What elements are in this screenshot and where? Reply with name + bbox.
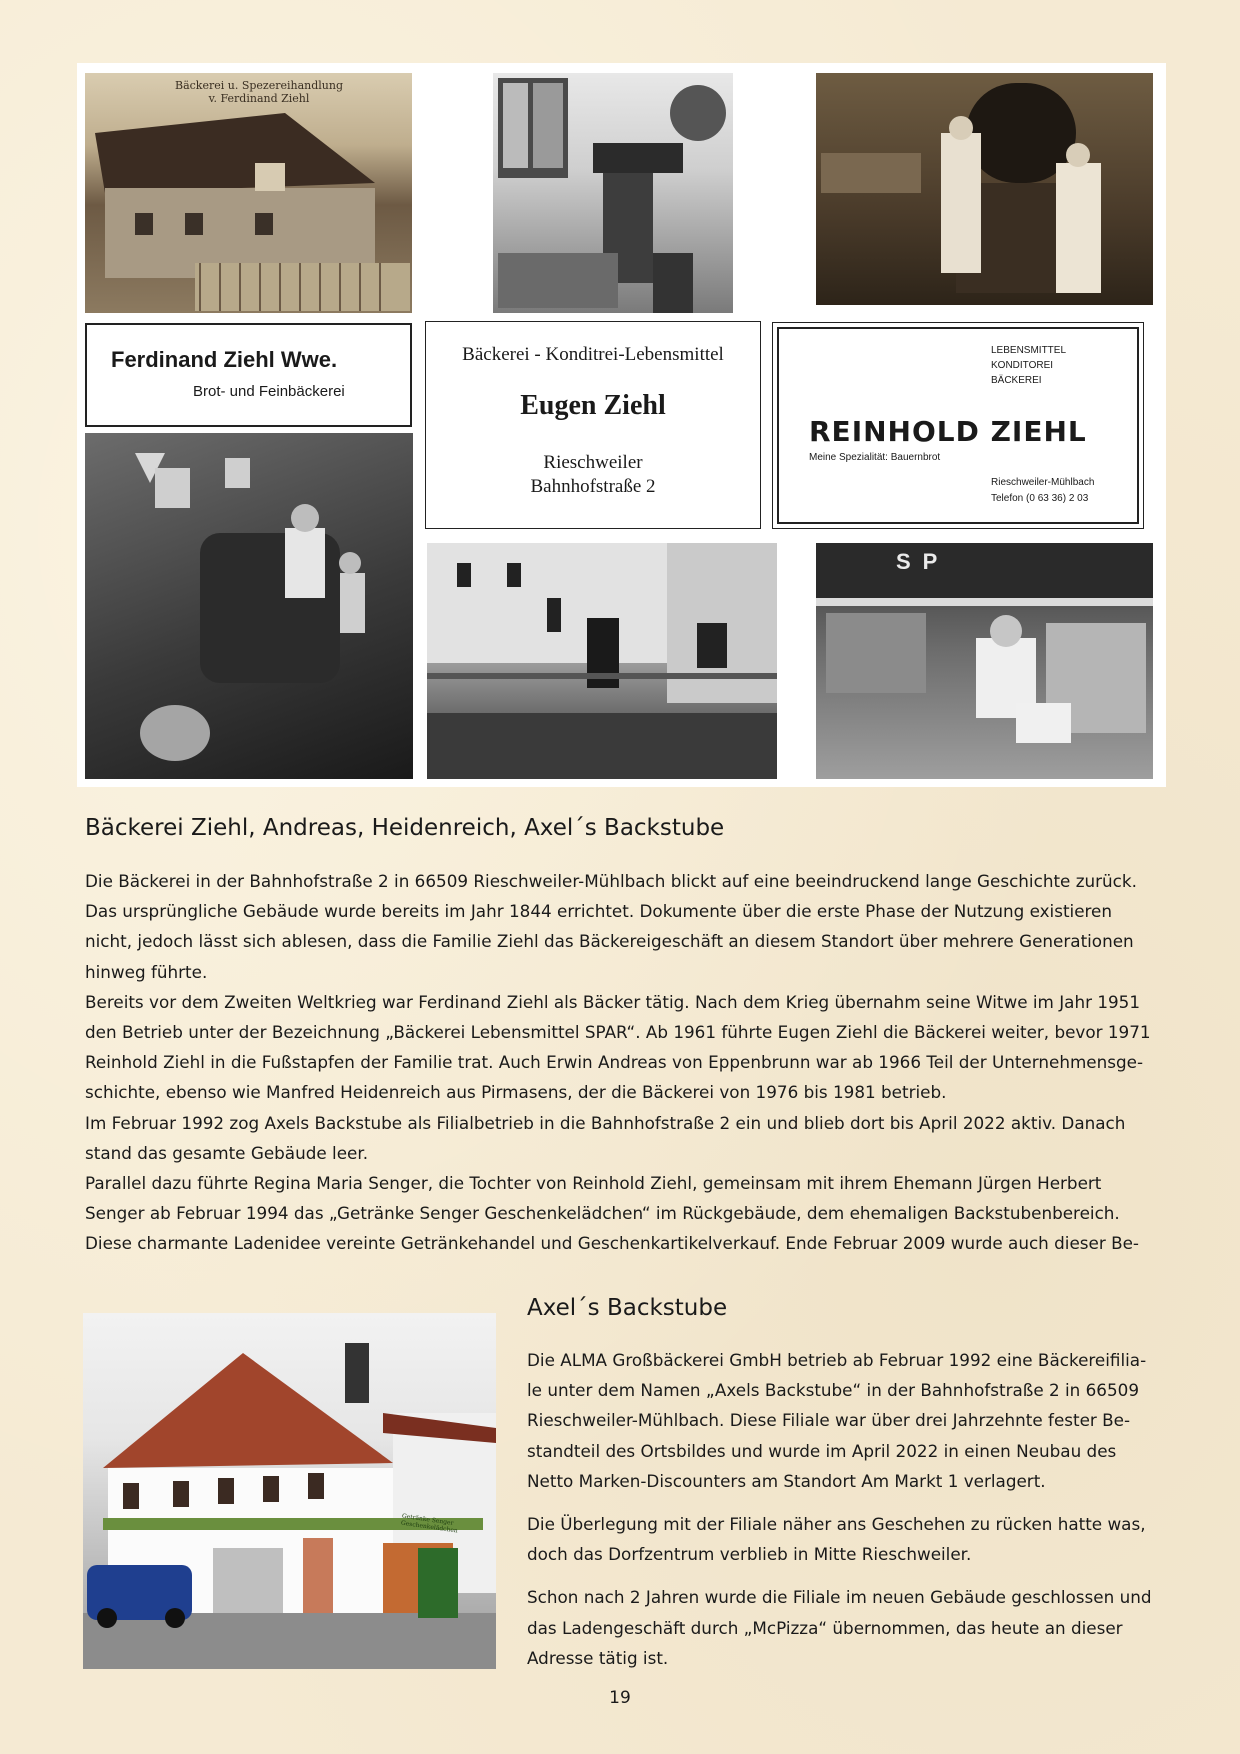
photo-old-bakery-postcard — [85, 73, 412, 313]
text-line: Adresse tätig ist. — [527, 1647, 669, 1668]
machine-illustration — [493, 73, 733, 313]
text-line: Parallel dazu führte Regina Maria Senger, die Tochter von Reinhold Ziehl, gemeinsam mit ihrem Ehemann Jürgen Herbert — [85, 1173, 1102, 1194]
photo-collage — [77, 63, 1166, 787]
text-line: schichte, ebenso wie Manfred Heidenreich aus Pirmasens, der die Bäckerei von 1976 bis 1981 betrieb. — [85, 1082, 947, 1103]
photo-bakers-at-oven — [816, 73, 1153, 305]
postcard-caption-line2: v. Ferdinand Ziehl — [208, 92, 310, 105]
text-line: Diese charmante Ladenidee vereinte Getränkehandel und Geschenkartikelverkauf. Ende Februar 2009 wurde auch dieser Be- — [85, 1233, 1139, 1254]
section-heading-axels: Axel´s Backstube — [527, 1295, 728, 1321]
text-line: das Ladengeschäft durch „McPizza“ übernommen, das heute an dieser — [527, 1617, 1123, 1638]
text-line: stand das gesamte Gebäude leer. — [85, 1142, 369, 1163]
history-text — [85, 866, 1161, 1259]
text-line: doch das Dorfzentrum verblieb in Mitte Rieschweiler. — [527, 1544, 972, 1565]
card-eugen-line1: Bäckerei - Konditrei-Lebensmittel — [462, 344, 724, 365]
business-card-reinhold — [772, 322, 1144, 529]
text-line: Rieschweiler-Mühlbach. Diese Filiale war über drei Jahrzehnte fester Be- — [527, 1410, 1131, 1431]
oven-illustration — [816, 73, 1153, 305]
photo-axels-backstube-building — [83, 1313, 496, 1669]
shop-sign-text: SP — [896, 549, 950, 574]
text-line: le unter dem Namen „Axels Backstube“ in der Bahnhofstraße 2 in 66509 — [527, 1380, 1140, 1401]
photo-delivery-car — [85, 433, 413, 779]
card-eugen-street: Bahnhofstraße 2 — [530, 476, 656, 497]
postcard-illustration — [85, 73, 412, 313]
postcard-caption — [175, 79, 343, 105]
card-reinhold-place: Rieschweiler-Mühlbach — [991, 477, 1095, 488]
street-illustration — [427, 543, 777, 779]
axels-text — [527, 1345, 1167, 1686]
business-card-eugen — [425, 321, 761, 529]
shop-sign-senger: Getränke Senger Geschenkelädchen — [400, 1512, 459, 1535]
photo-dough-machine — [493, 73, 733, 313]
card-reinhold-label2: KONDITOREI — [991, 360, 1054, 371]
card-reinhold-label1: LEBENSMITTEL — [991, 345, 1067, 356]
building-illustration — [83, 1313, 496, 1669]
business-card-ferdinand — [85, 323, 412, 427]
text-line: Das ursprüngliche Gebäude wurde bereits im Jahr 1844 errichtet. Dokumente über die erste Phase der Nutzung existieren — [85, 901, 1113, 922]
paragraph — [527, 1345, 1167, 1496]
text-line: Die Überlegung mit der Filiale näher ans Geschehen zu rücken hatte was, — [527, 1514, 1146, 1535]
card-reinhold-label3: BÄCKEREI — [991, 375, 1042, 386]
text-line: Reinhold Ziehl in die Fußstapfen der Familie trat. Auch Erwin Andreas von Eppenbrunn war ab 1966 Teil der Unternehmensge- — [85, 1052, 1144, 1073]
text-line: den Betrieb unter der Bezeichnung „Bäckerei Lebensmittel SPAR“. Ab 1961 führte Eugen Ziehl die Bäckerei weiter, bevor 1971 — [85, 1022, 1151, 1043]
card-eugen-name: Eugen Ziehl — [520, 390, 666, 421]
card-reinhold-name: REINHOLD ZIEHL — [809, 415, 1087, 448]
postcard-caption-line1: Bäckerei u. Spezereihandlung — [175, 79, 344, 92]
paragraph — [527, 1582, 1167, 1673]
card-reinhold-tagline: Meine Spezialität: Bauernbrot — [809, 452, 941, 463]
card-ferdinand-subtitle: Brot- und Feinbäckerei — [193, 383, 345, 400]
photo-spar-shop-interior — [816, 543, 1153, 779]
text-line: Netto Marken-Discounters am Standort Am Markt 1 verlagert. — [527, 1470, 1046, 1491]
shop-illustration — [816, 543, 1153, 779]
text-line: hinweg führte. — [85, 961, 208, 982]
page-number: 19 — [609, 1688, 631, 1708]
text-line: Senger ab Februar 1994 das „Getränke Senger Geschenkelädchen“ im Rückgebäude, dem ehemaligen Backstubenbereich. — [85, 1203, 1120, 1224]
text-line: Die ALMA Großbäckerei GmbH betrieb ab Februar 1992 eine Bäckereifilia- — [527, 1350, 1147, 1370]
card-ferdinand-name: Ferdinand Ziehl Wwe. — [111, 347, 338, 372]
card-reinhold-phone: Telefon (0 63 36) 2 03 — [991, 493, 1089, 504]
text-line: nicht, jedoch lässt sich ablesen, dass die Familie Ziehl das Bäckereigeschäft an diesem Standort über mehrere Generationen — [85, 931, 1134, 952]
card-eugen-place: Rieschweiler — [543, 452, 643, 473]
text-line: Im Februar 1992 zog Axels Backstube als Filialbetrieb in die Bahnhofstraße 2 ein und blieb dort bis April 2022 aktiv. Danach — [85, 1112, 1126, 1133]
car-illustration — [85, 433, 413, 779]
text-line: Die Bäckerei in der Bahnhofstraße 2 in 66509 Rieschweiler-Mühlbach blickt auf eine beeindruckend lange Geschichte zurück. — [85, 871, 1137, 891]
paragraph — [527, 1509, 1167, 1569]
text-line: standteil des Ortsbildes und wurde im April 2022 in einen Neubau des — [527, 1440, 1117, 1461]
photo-street-scene — [427, 543, 777, 779]
section-heading-history: Bäckerei Ziehl, Andreas, Heidenreich, Axel´s Backstube — [85, 815, 725, 841]
text-line: Schon nach 2 Jahren wurde die Filiale im neuen Gebäude geschlossen und — [527, 1587, 1152, 1608]
text-line: Bereits vor dem Zweiten Weltkrieg war Ferdinand Ziehl als Bäcker tätig. Nach dem Krieg übernahm seine Witwe im Jahr 1951 — [85, 991, 1141, 1012]
